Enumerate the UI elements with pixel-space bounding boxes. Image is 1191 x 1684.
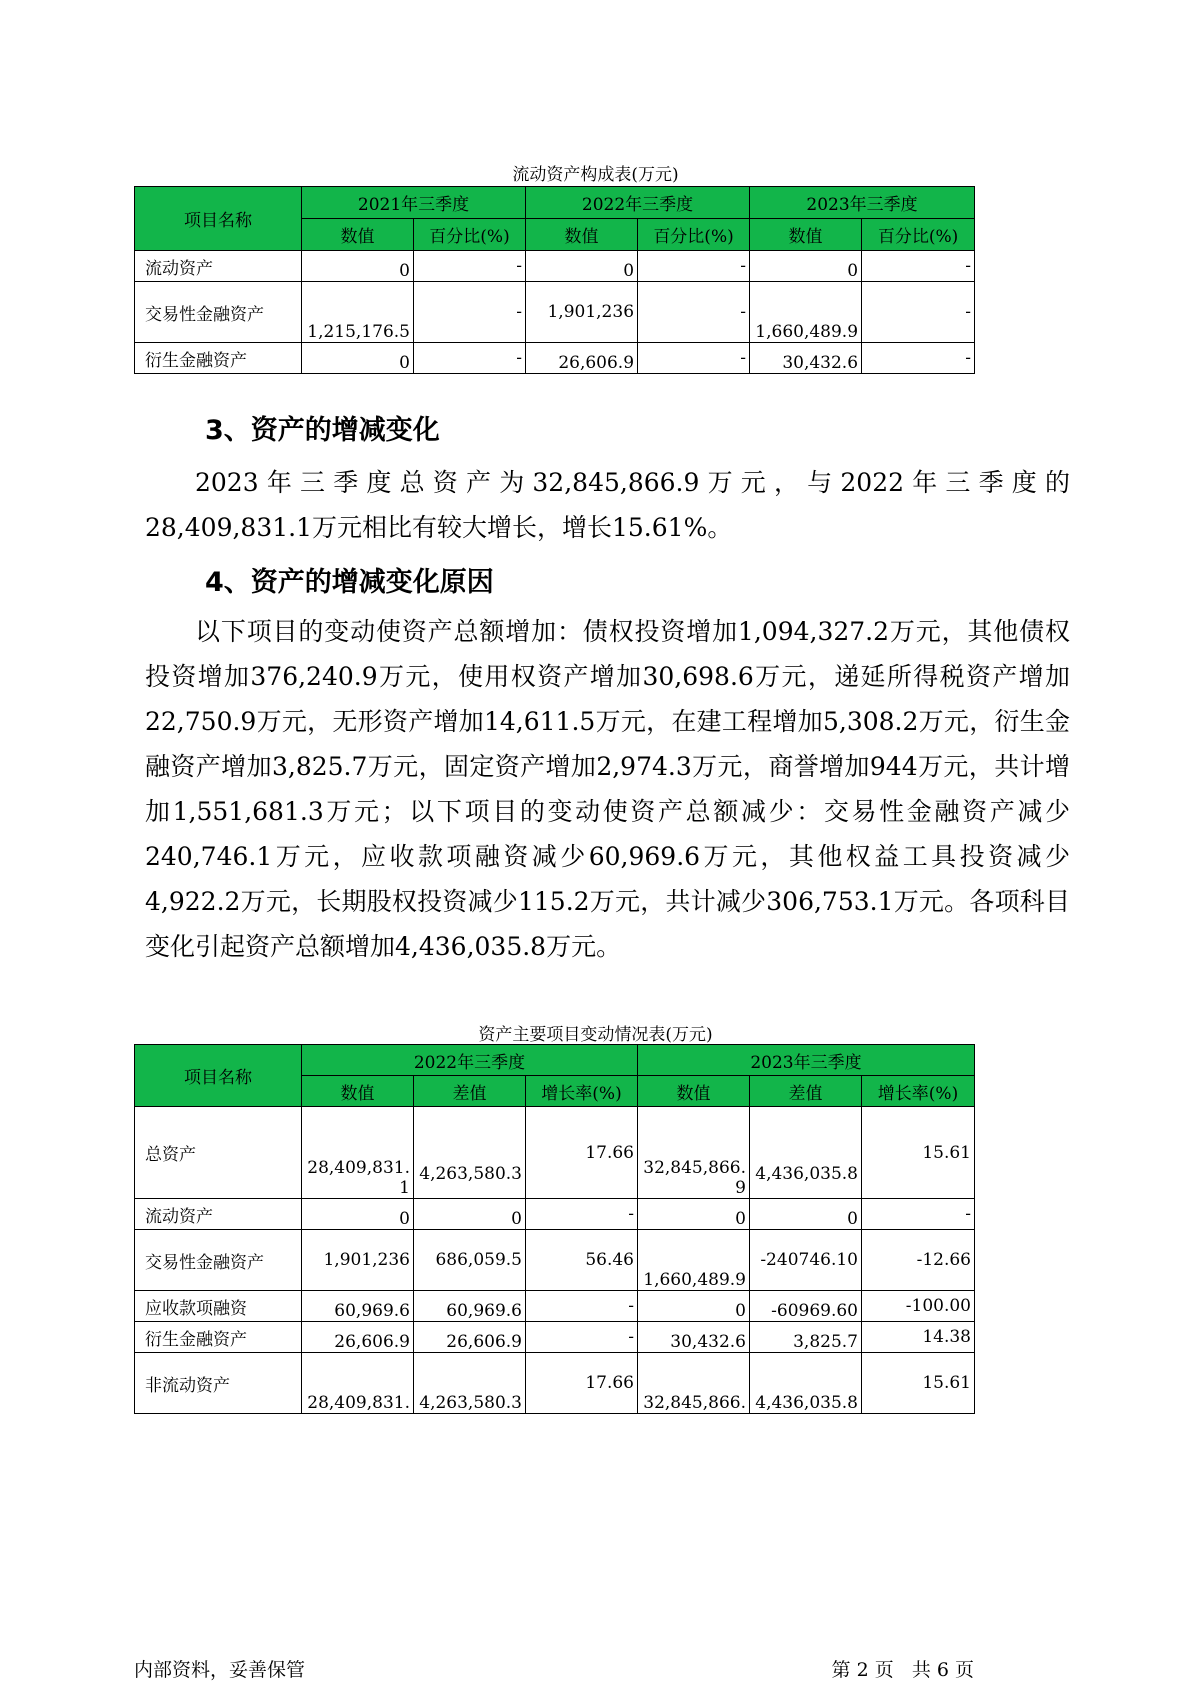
- table-row: [135, 343, 975, 374]
- table-row: [135, 1353, 975, 1414]
- row-name: 流动资产: [135, 251, 302, 282]
- cell-value: 28,409,831.1: [302, 1107, 414, 1199]
- header-value: 数值: [526, 219, 638, 251]
- cell-value: 0: [638, 1291, 750, 1322]
- cell-difference: 0: [414, 1199, 526, 1230]
- cell-growth-rate: 15.61: [862, 1353, 975, 1414]
- cell-value: 60,969.6: [302, 1291, 414, 1322]
- table-row: [135, 1230, 975, 1291]
- cell-difference: 0: [750, 1199, 862, 1230]
- header-growth-rate: 增长率(%): [862, 1076, 975, 1107]
- cell-difference: 4,263,580.3: [414, 1107, 526, 1199]
- cell-value: 0: [302, 1199, 414, 1230]
- current-assets-table: [134, 186, 975, 374]
- row-name: 交易性金融资产: [135, 1230, 302, 1291]
- header-percent: 百分比(%): [638, 219, 750, 251]
- row-name: 流动资产: [135, 1199, 302, 1230]
- major-assets-change-table: [134, 1044, 975, 1414]
- cell-difference: 4,436,035.8: [750, 1353, 862, 1414]
- table-row: [135, 251, 975, 282]
- cell-difference: 3,825.7: [750, 1322, 862, 1353]
- cell-percent: -: [862, 343, 975, 374]
- row-name: 应收款项融资: [135, 1291, 302, 1322]
- cell-difference: 26,606.9: [414, 1322, 526, 1353]
- cell-value: 1,660,489.9: [750, 282, 862, 343]
- cell-value: 1,901,236: [302, 1230, 414, 1291]
- cell-growth-rate: -: [526, 1322, 638, 1353]
- row-name: 衍生金融资产: [135, 1322, 302, 1353]
- cell-difference: -60969.60: [750, 1291, 862, 1322]
- cell-value: 0: [526, 251, 638, 282]
- cell-percent: -: [862, 251, 975, 282]
- table1-caption: 流动资产构成表(万元): [512, 165, 679, 185]
- cell-difference: 60,969.6: [414, 1291, 526, 1322]
- cell-value: 1,901,236: [526, 282, 638, 343]
- cell-value: 0: [638, 1199, 750, 1230]
- header-period-2022: 2022年三季度: [526, 187, 750, 219]
- header-period-2023: 2023年三季度: [750, 187, 975, 219]
- section4-heading: 4、资产的增减变化原因: [205, 567, 494, 598]
- cell-growth-rate: -: [526, 1291, 638, 1322]
- row-name: 衍生金融资产: [135, 343, 302, 374]
- cell-growth-rate: -: [526, 1199, 638, 1230]
- cell-value: 32,845,866.: [638, 1353, 750, 1414]
- cell-percent: -: [414, 282, 526, 343]
- header-value: 数值: [302, 1076, 414, 1107]
- table-row: [135, 282, 975, 343]
- cell-difference: -240746.10: [750, 1230, 862, 1291]
- cell-growth-rate: 56.46: [526, 1230, 638, 1291]
- row-name: 非流动资产: [135, 1353, 302, 1414]
- header-growth-rate: 增长率(%): [526, 1076, 638, 1107]
- header-item-name: 项目名称: [135, 1045, 302, 1107]
- cell-growth-rate: 17.66: [526, 1353, 638, 1414]
- cell-growth-rate: 15.61: [862, 1107, 975, 1199]
- header-percent: 百分比(%): [862, 219, 975, 251]
- row-name: 交易性金融资产: [135, 282, 302, 343]
- section3-body: 2023年三季度总资产为32,845,866.9万元，与2022年三季度的28,409,831.1万元相比有较大增长，增长15.61%。: [145, 468, 1070, 542]
- header-difference: 差值: [414, 1076, 526, 1107]
- cell-value: 0: [302, 343, 414, 374]
- cell-value: 30,432.6: [638, 1322, 750, 1353]
- page-number: 第 2 页 共 6 页: [831, 1659, 974, 1681]
- cell-value: 1,215,176.5: [302, 282, 414, 343]
- cell-value: 0: [302, 251, 414, 282]
- cell-value: 30,432.6: [750, 343, 862, 374]
- cell-percent: -: [638, 343, 750, 374]
- cell-difference: 4,436,035.8: [750, 1107, 862, 1199]
- header-value: 数值: [302, 219, 414, 251]
- cell-value: 32,845,866.9: [638, 1107, 750, 1199]
- section3-heading: 3、资产的增减变化: [205, 415, 440, 446]
- cell-percent: -: [638, 282, 750, 343]
- cell-value: 28,409,831.: [302, 1353, 414, 1414]
- cell-value: 26,606.9: [526, 343, 638, 374]
- cell-growth-rate: -12.66: [862, 1230, 975, 1291]
- cell-value: 26,606.9: [302, 1322, 414, 1353]
- header-value: 数值: [750, 219, 862, 251]
- header-item-name: 项目名称: [135, 187, 302, 251]
- table2-caption: 资产主要项目变动情况表(万元): [478, 1025, 713, 1045]
- cell-value: 1,660,489.9: [638, 1230, 750, 1291]
- header-value: 数值: [638, 1076, 750, 1107]
- header-percent: 百分比(%): [414, 219, 526, 251]
- cell-growth-rate: -100.00: [862, 1291, 975, 1322]
- header-period-2023: 2023年三季度: [638, 1045, 975, 1076]
- header-period-2021: 2021年三季度: [302, 187, 526, 219]
- footer-note: 内部资料，妥善保管: [134, 1659, 306, 1681]
- table-row: [135, 1291, 975, 1322]
- cell-percent: -: [414, 343, 526, 374]
- cell-percent: -: [862, 282, 975, 343]
- row-name: 总资产: [135, 1107, 302, 1199]
- cell-growth-rate: 17.66: [526, 1107, 638, 1199]
- header-difference: 差值: [750, 1076, 862, 1107]
- cell-percent: -: [638, 251, 750, 282]
- table-row: [135, 1199, 975, 1230]
- table-row: [135, 1107, 975, 1199]
- cell-difference: 686,059.5: [414, 1230, 526, 1291]
- table-row: [135, 1322, 975, 1353]
- header-period-2022: 2022年三季度: [302, 1045, 638, 1076]
- cell-value: 0: [750, 251, 862, 282]
- cell-growth-rate: 14.38: [862, 1322, 975, 1353]
- section4-body: 以下项目的变动使资产总额增加：债权投资增加1,094,327.2万元，其他债权投资增加376,240.9万元，使用权资产增加30,698.6万元，递延所得税资产增加22,750.9万元，无形资产增加14,611.5万元，在建工程增加5,308.2万元，衍生金融资产增加3,825.7万元，固定资产增加2,974.3万元，商誉增加944万元，共计增加1,551,681.3万元；以下项目的变动使资产总额减少：交易性金融资产减少240,746.1万元，应收款项融资减少60,969.6万元，其他权益工具投资减少4,922.2万元，长期股权投资减少115.2万元，共计减少306,753.1万元。各项科目变化引起资产总额增加4,436,035.8万元。: [145, 617, 1070, 961]
- cell-percent: -: [414, 251, 526, 282]
- cell-difference: 4,263,580.3: [414, 1353, 526, 1414]
- cell-growth-rate: -: [862, 1199, 975, 1230]
